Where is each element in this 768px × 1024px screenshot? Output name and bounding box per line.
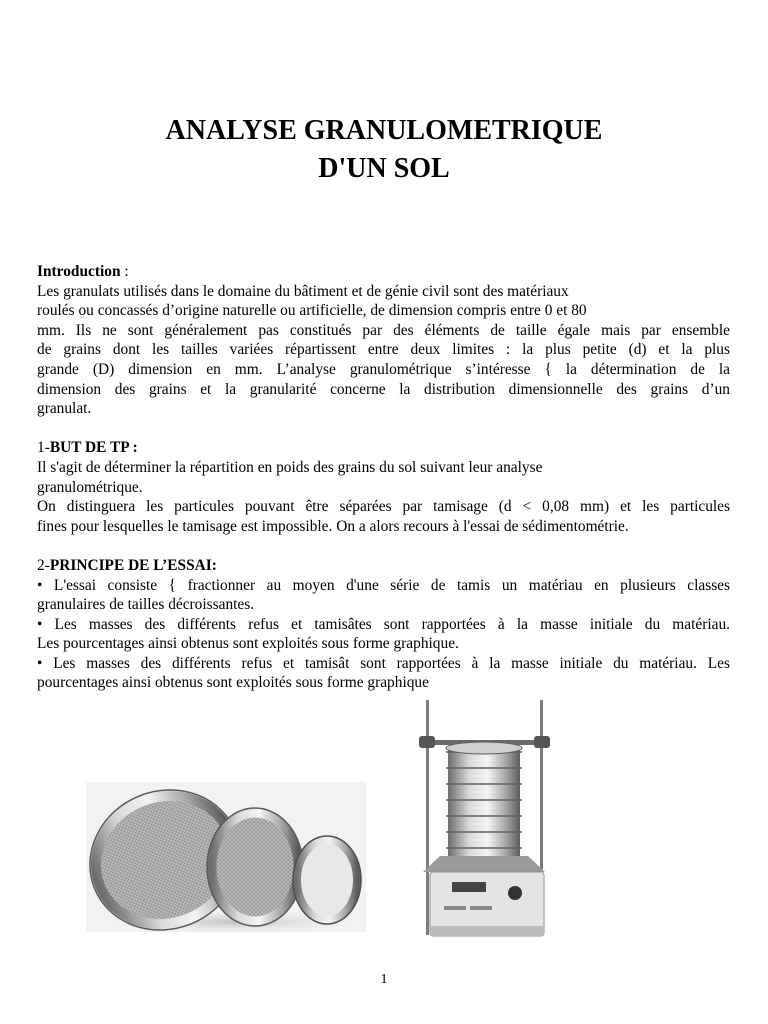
section2-line: • Les masses des différents refus et tamisâtes sont rapportées à la masse initiale du matériau. xyxy=(37,615,730,633)
section1-heading: BUT DE TP : xyxy=(49,439,138,457)
sieve-shaker-photo xyxy=(419,700,550,936)
section2-line: • Les masses des différents refus et tamisât sont rapportées à la masse initiale du matériau. Les xyxy=(37,654,730,672)
section1-line: granulométrique. xyxy=(37,478,143,496)
title-line-1: ANALYSE GRANULOMETRIQUE xyxy=(165,115,603,146)
section2-line: pourcentages ainsi obtenus sont exploités sous forme graphique xyxy=(37,674,429,692)
section1-line: fines pour lesquelles le tamisage est impossible. On a alors recours à l'essai de sédimentométrie. xyxy=(37,517,629,535)
intro-line: mm. Ils ne sont généralement pas constitués par des éléments de taille égale mais par ensemble xyxy=(37,321,730,339)
section1-line: Il s'agit de déterminer la répartition en poids des grains du sol suivant leur analyse xyxy=(37,458,543,476)
section1-line: On distinguera les particules pouvant être séparées par tamisage (d < 0,08 mm) et les particules xyxy=(37,498,730,516)
intro-line: dimension des grains et la granularité concerne la distribution dimensionnelle des grains d’un xyxy=(37,380,730,398)
page-number: 1 xyxy=(380,972,388,987)
section1-number: 1- xyxy=(37,439,50,457)
title-line-2: D'UN SOL xyxy=(318,153,450,184)
sieves-photo xyxy=(69,768,385,953)
intro-line: grande (D) dimension en mm. L’analyse granulométrique s’intéresse { la détermination de la xyxy=(37,360,730,378)
intro-line: granulat. xyxy=(37,400,92,418)
medium-sieve-image xyxy=(207,808,303,926)
section2-line: granulaires de tailles décroissantes. xyxy=(37,596,255,614)
section2-heading: PRINCIPE DE L’ESSAI: xyxy=(49,556,217,574)
small-sieve-image xyxy=(293,836,361,924)
intro-heading: Introduction xyxy=(37,263,121,280)
section2-line: • L'essai consiste { fractionner au moyen d'une série de tamis un matériau en plusieurs classes xyxy=(37,576,730,594)
intro-line: roulés ou concassés d’origine naturelle ou artificielle, de dimension compris entre 0 et 80 xyxy=(37,302,587,320)
intro-heading-suffix: : xyxy=(120,263,129,280)
intro-line: Les granulats utilisés dans le domaine du bâtiment et de génie civil sont des matériaux xyxy=(37,282,569,300)
intro-line: de grains dont les tailles variées répartissent entre deux limites : la plus petite (d) et la plus xyxy=(37,341,730,359)
section2-number: 2- xyxy=(37,556,50,574)
section2-line: Les pourcentages ainsi obtenus sont exploités sous forme graphique. xyxy=(37,635,459,653)
